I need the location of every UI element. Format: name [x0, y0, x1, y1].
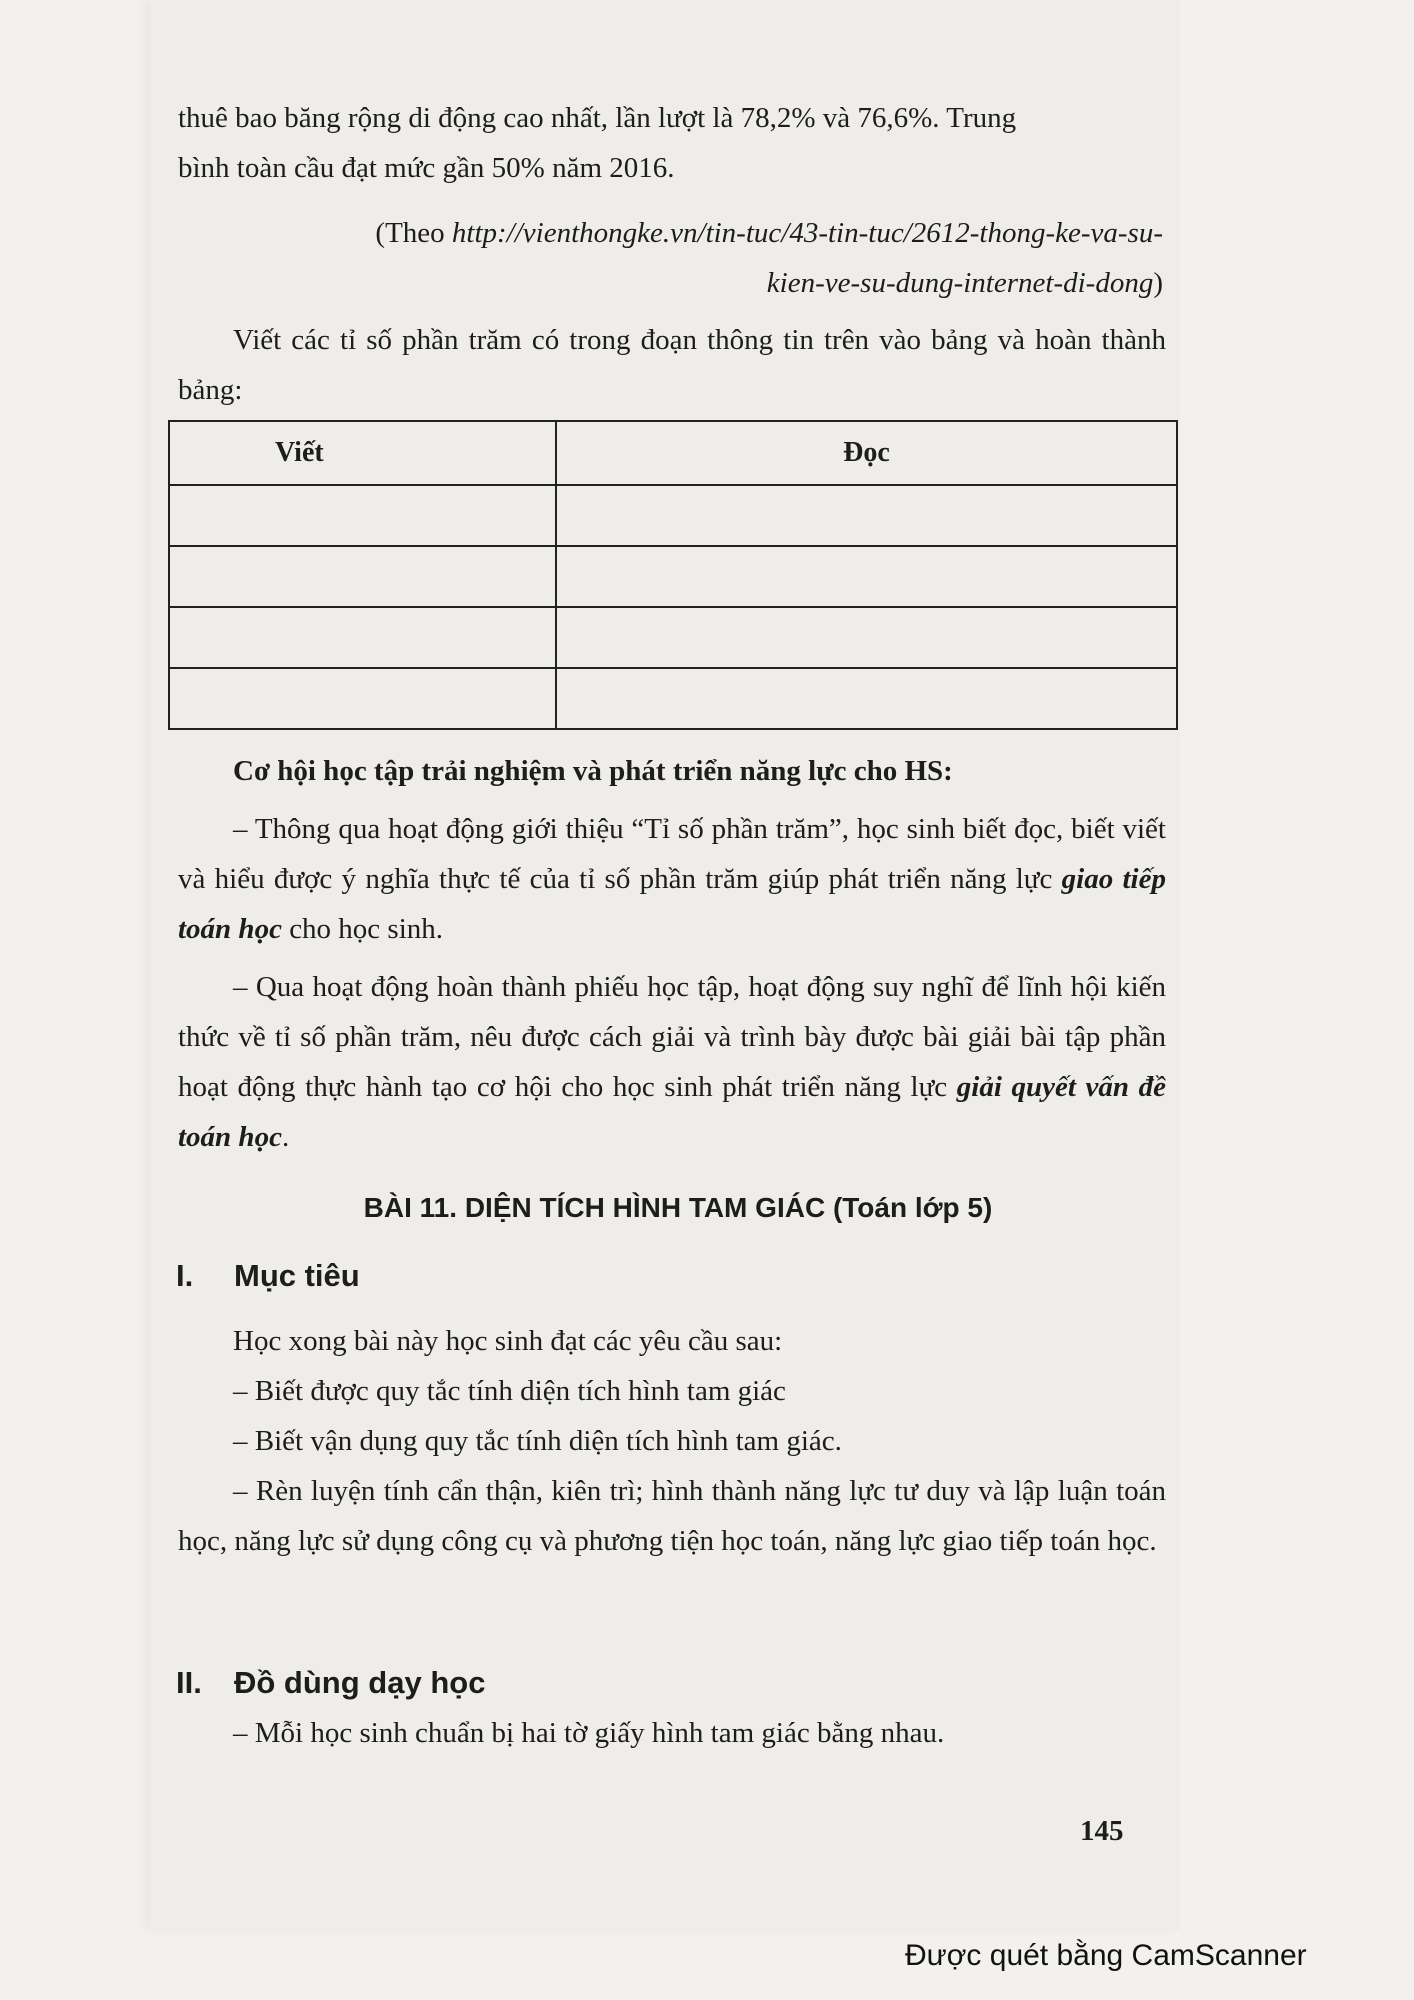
opportunity-p1-italic: giao tiếp toán học [178, 863, 1166, 945]
camscanner-watermark: Được quét bằng CamScanner [905, 1939, 1307, 1972]
table-cell-read[interactable] [556, 546, 1177, 607]
intro-paragraph [178, 93, 1166, 193]
section-1-body [178, 1316, 1166, 1566]
section-1-intro: Học xong bài này học sinh đạt các yêu cầu sau: [233, 1325, 783, 1357]
section-1-title: Mục tiêu [234, 1258, 360, 1293]
section-2-number: II. [176, 1665, 202, 1700]
opportunity-p2-italic: giải quyết vấn đề toán học [178, 1071, 1166, 1153]
section-2-body [178, 1708, 1166, 1758]
lesson-title: BÀI 11. DIỆN TÍCH HÌNH TAM GIÁC (Toán lớp 5) [363, 1192, 993, 1223]
table-row [169, 546, 1177, 607]
page-number: 145 [1080, 1815, 1124, 1847]
table-cell-read[interactable] [556, 668, 1177, 729]
section-1-item: – Biết vận dụng quy tắc tính diện tích hình tam giác. [233, 1425, 842, 1457]
section-1-item: – Biết được quy tắc tính diện tích hình tam giác [233, 1375, 786, 1407]
source-url-line-2: kien-ve-su-dung-internet-di-dong [766, 267, 1154, 299]
opportunity-title: Cơ hội học tập trải nghiệm và phát triển năng lực cho HS: [233, 755, 953, 787]
section-1-item: – Rèn luyện tính cẩn thận, kiên trì; hình thành năng lực tư duy và lập luận toán học, năng lực sử dụng công cụ và phương tiện học toán, năng lực giao tiếp toán học. [178, 1475, 1166, 1557]
opportunity-p2-after: . [281, 1121, 290, 1153]
table-row [169, 607, 1177, 668]
table-header-read: Đọc [556, 421, 1177, 485]
opportunity-p2-text: – Qua hoạt động hoàn thành phiếu học tập, hoạt động suy nghĩ để lĩnh hội kiến thức về tỉ số phần trăm, nêu được cách giải và trình bày được bài giải bài tập phần hoạt động thực hành tạo cơ hội cho học sinh phát triển năng lực [178, 971, 1166, 1103]
source-suffix: ) [1153, 267, 1163, 299]
table-cell-write[interactable] [169, 607, 556, 668]
table-cell-read[interactable] [556, 485, 1177, 546]
opportunity-paragraph-2 [178, 962, 1166, 1162]
table-cell-write[interactable] [169, 668, 556, 729]
instruction-paragraph: Viết các tỉ số phần trăm có trong đoạn thông tin trên vào bảng và hoàn thành bảng: [178, 324, 1166, 406]
section-2-item: – Mỗi học sinh chuẩn bị hai tờ giấy hình tam giác bằng nhau. [233, 1717, 945, 1749]
opportunity-paragraph-1 [178, 804, 1166, 954]
opportunity-p1-text: – Thông qua hoạt động giới thiệu “Tỉ số phần trăm”, học sinh biết đọc, biết viết và hiểu được ý nghĩa thực tế của tỉ số phần trăm giúp phát triển năng lực [178, 813, 1166, 895]
percent-table [168, 420, 1178, 730]
source-url-line-1: http://vienthongke.vn/tin-tuc/43-tin-tuc/2612-thong-ke-va-su- [451, 217, 1163, 249]
table-cell-read[interactable] [556, 607, 1177, 668]
opportunity-p1-after: cho học sinh. [281, 913, 444, 945]
table-cell-write[interactable] [169, 485, 556, 546]
section-2-title: Đồ dùng dạy học [234, 1665, 486, 1700]
section-1-number: I. [176, 1258, 194, 1293]
table-header-write: Viết [169, 421, 556, 485]
section-1-heading [176, 1258, 360, 1294]
intro-line-1: thuê bao băng rộng di động cao nhất, lần lượt là 78,2% và 76,6%. Trung [178, 102, 1017, 134]
source-prefix: (Theo [375, 217, 452, 249]
intro-line-2: bình toàn cầu đạt mức gần 50% năm 2016. [178, 152, 675, 184]
table-header-row [169, 421, 1177, 485]
section-2-heading [176, 1665, 485, 1701]
table-row [169, 485, 1177, 546]
table-cell-write[interactable] [169, 546, 556, 607]
source-citation [178, 208, 1163, 308]
table-row [169, 668, 1177, 729]
